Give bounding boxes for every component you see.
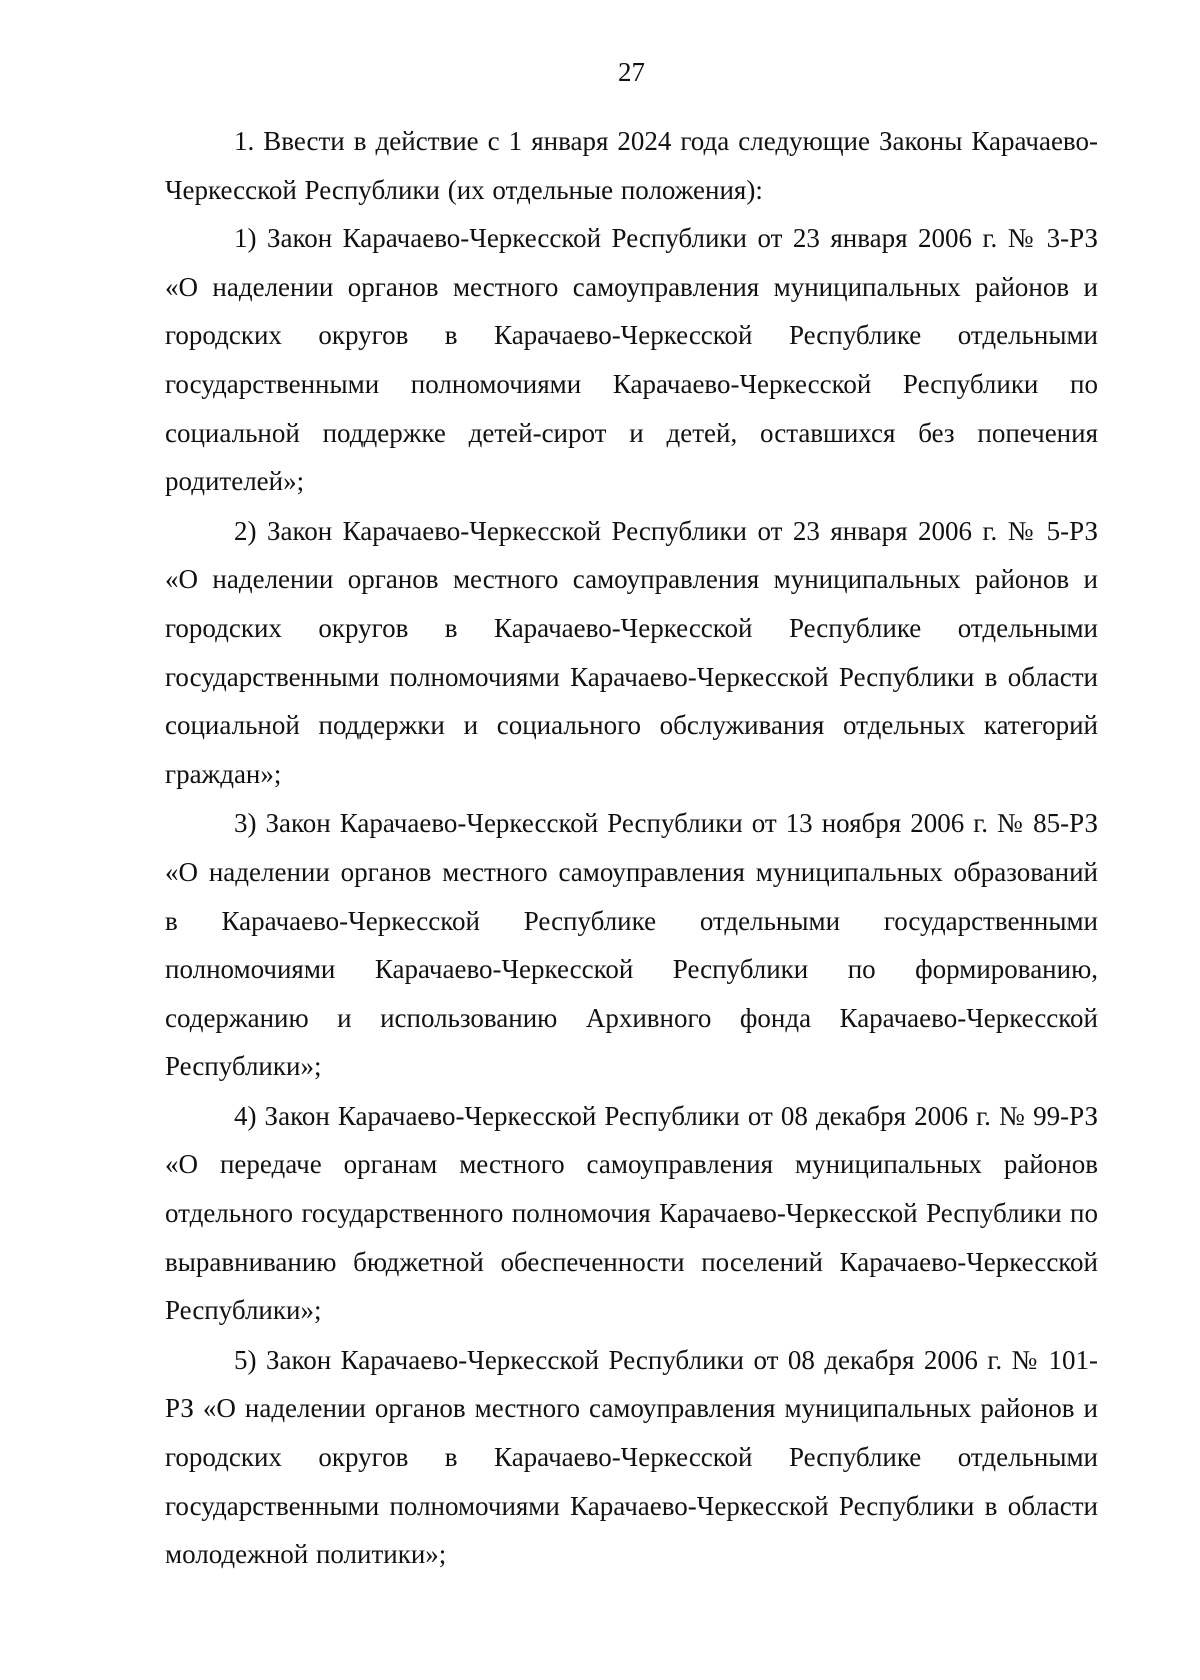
paragraph-item-3: 3) Закон Карачаево-Черкесской Республики от 13 ноября 2006 г. № 85-РЗ «О наделении органов местного самоуправления муниципальных образований в Карачаево-Черкесской Республике отдельными государственными полномочиями Карачаево-Черкесской Республики по формированию, содержанию и использованию Архивного фонда Карачаево-Черкесской Республики»; <box>165 808 1098 1082</box>
paragraph-intro: 1. Ввести в действие с 1 января 2024 года следующие Законы Карачаево-Черкесской Республики (их отдельные положения): <box>165 126 1098 205</box>
paragraph-item-2: 2) Закон Карачаево-Черкесской Республики от 23 января 2006 г. № 5-РЗ «О наделении органов местного самоуправления муниципальных районов и городских округов в Карачаево-Черкесской Республике отдельными государственными полномочиями Карачаево-Черкесской Республики в области социальной поддержки и социального обслуживания отдельных категорий граждан»; <box>165 515 1098 789</box>
paragraph-item-5: 5) Закон Карачаево-Черкесской Республики от 08 декабря 2006 г. № 101-РЗ «О наделении органов местного самоуправления муниципальных районов и городских округов в Карачаево-Черкесской Республике отдельными государственными полномочиями Карачаево-Черкесской Республики в области молодежной политики»; <box>165 1344 1098 1570</box>
document-body <box>165 117 1098 1579</box>
paragraph-item-4: 4) Закон Карачаево-Черкесской Республики от 08 декабря 2006 г. № 99-РЗ «О передаче органам местного самоуправления муниципальных районов отдельного государственного полномочия Карачаево-Черкесской Республики по выравниванию бюджетной обеспеченности поселений Карачаево-Черкесской Республики»; <box>165 1100 1098 1326</box>
paragraph-item-1: 1) Закон Карачаево-Черкесской Республики от 23 января 2006 г. № 3-РЗ «О наделении органов местного самоуправления муниципальных районов и городских округов в Карачаево-Черкесской Республике отдельными государственными полномочиями Карачаево-Черкесской Республики по социальной поддержке детей-сирот и детей, оставшихся без попечения родителей»; <box>165 223 1098 497</box>
page-number: 27 <box>618 57 645 87</box>
